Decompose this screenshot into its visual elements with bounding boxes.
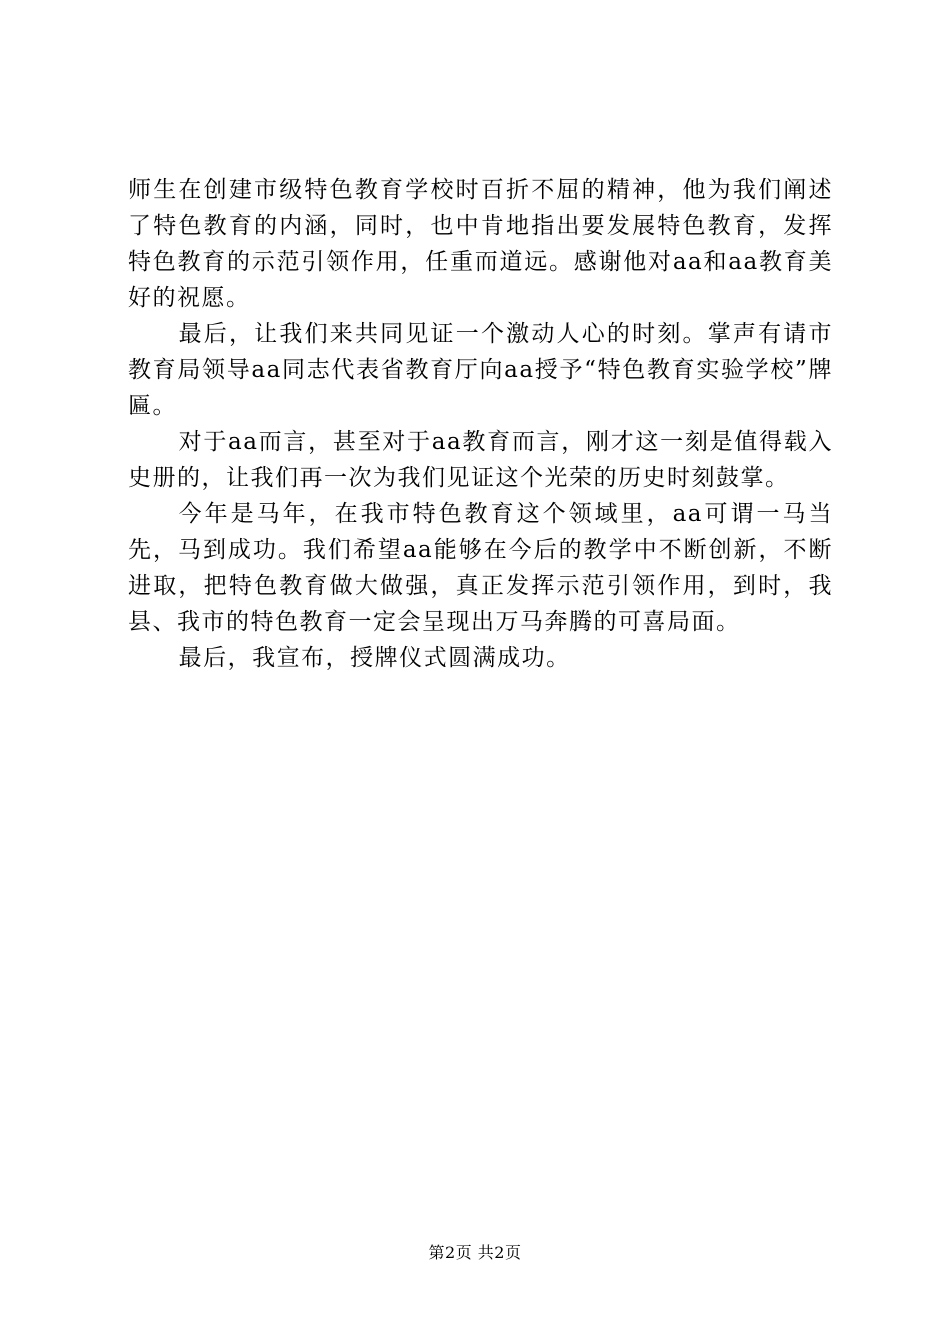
paragraph-1: 师生在创建市级特色教育学校时百折不屈的精神，他为我们阐述了特色教育的内涵，同时，也中肯地指出要发展特色教育，发挥特色教育的示范引领作用，任重而道远。感谢他对aa和aa教育美好的祝愿。 (128, 177, 833, 311)
paragraph-4: 今年是马年，在我市特色教育这个领域里，aa可谓一马当先，马到成功。我们希望aa能够在今后的教学中不断创新，不断进取，把特色教育做大做强，真正发挥示范引领作用，到时，我县、我市的特色教育一定会呈现出万马奔腾的可喜局面。 (128, 501, 833, 635)
paragraph-5: 最后，我宣布，授牌仪式圆满成功。 (178, 645, 571, 671)
paragraph-3: 对于aa而言，甚至对于aa教育而言，刚才这一刻是值得载入史册的，让我们再一次为我们见证这个光荣的历史时刻鼓掌。 (128, 429, 833, 491)
page-number-footer: 第2页 共2页 (428, 1243, 522, 1262)
paragraph-2: 最后，让我们来共同见证一个激动人心的时刻。掌声有请市教育局领导aa同志代表省教育厅向aa授予“特色教育实验学校”牌匾。 (128, 321, 833, 419)
document-body (128, 172, 833, 676)
